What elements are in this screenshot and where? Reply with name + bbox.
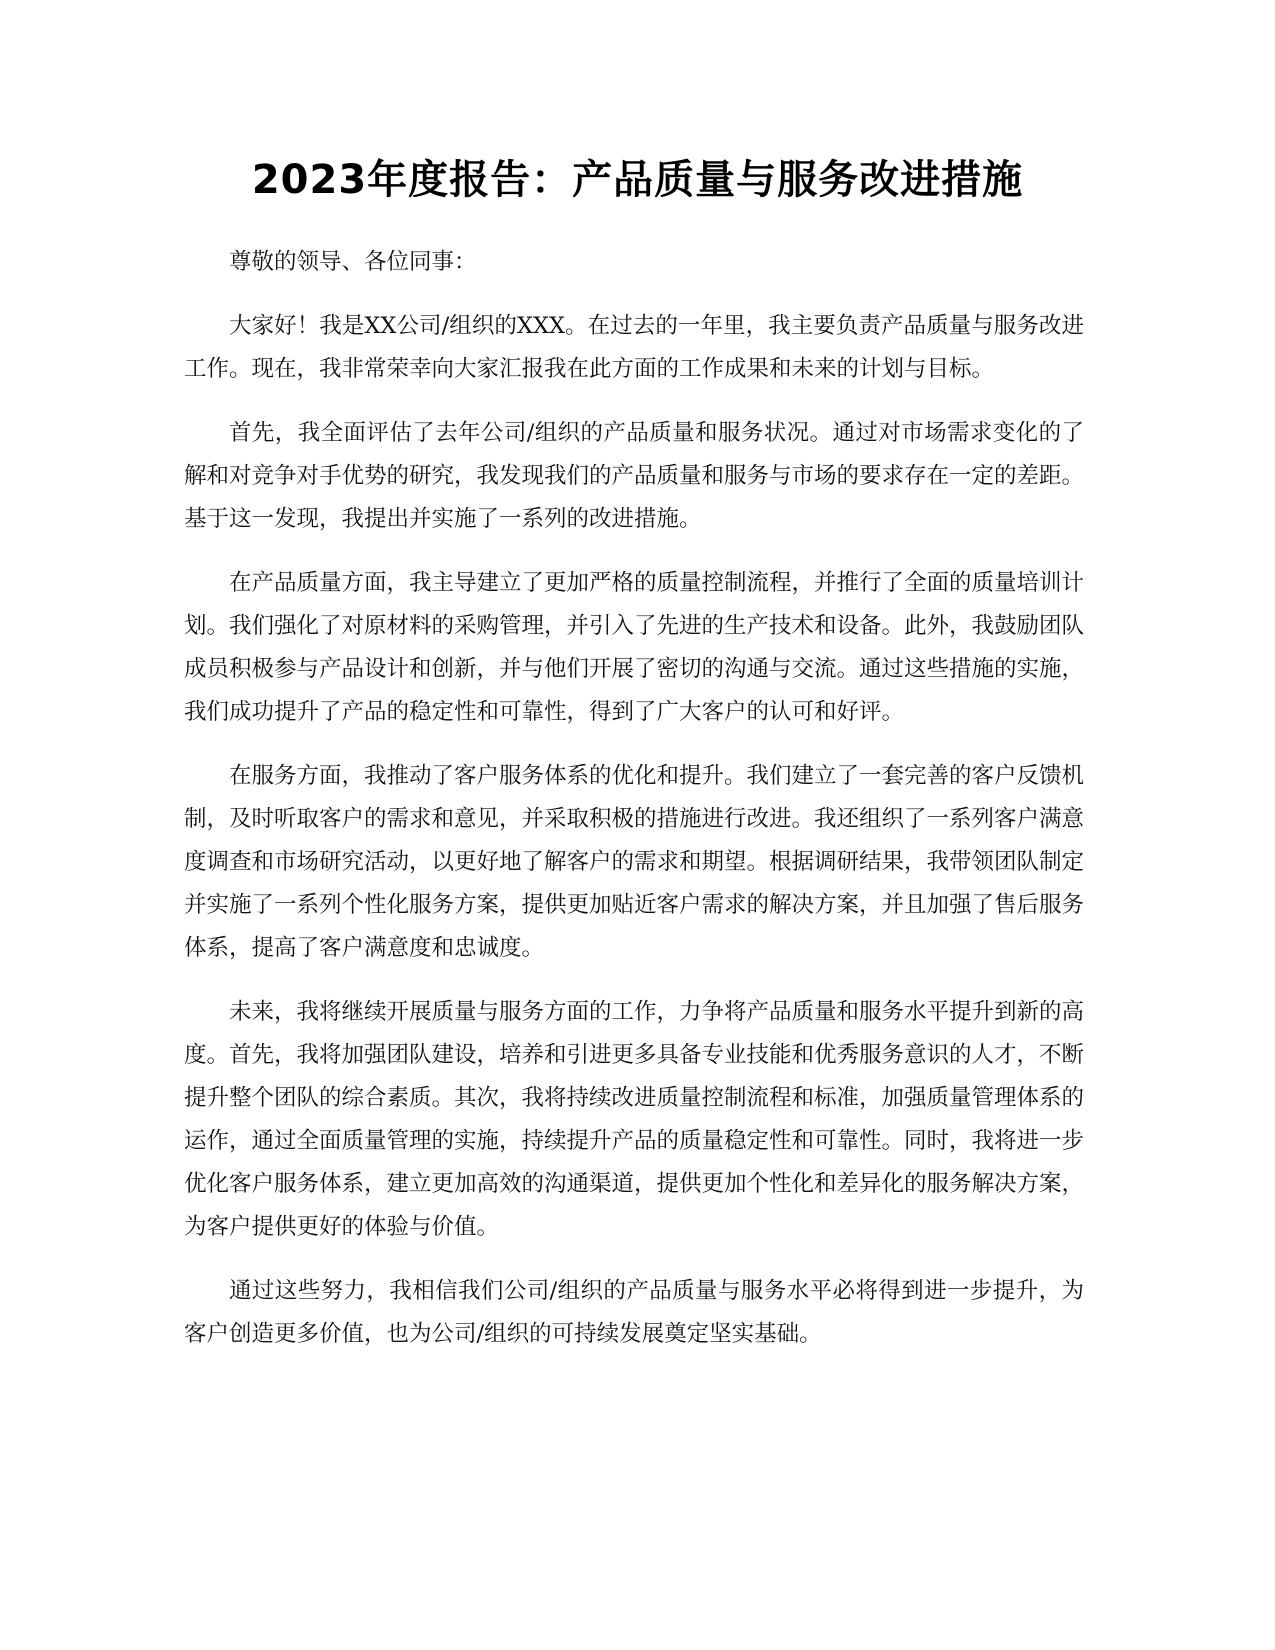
- product-quality-paragraph: 在产品质量方面，我主导建立了更加严格的质量控制流程，并推行了全面的质量培训计划。我们强化了对原材料的采购管理，并引入了先进的生产技术和设备。此外，我鼓励团队成员积极参与产品设计和创新，并与他们开展了密切的沟通与交流。通过这些措施的实施，我们成功提升了产品的稳定性和可靠性，得到了广大客户的认可和好评。: [184, 570, 1085, 725]
- intro-paragraph: 大家好！我是XX公司/组织的XXX。在过去的一年里，我主要负责产品质量与服务改进工作。现在，我非常荣幸向大家汇报我在此方面的工作成果和未来的计划与目标。: [184, 313, 1084, 382]
- service-paragraph: 在服务方面，我推动了客户服务体系的优化和提升。我们建立了一套完善的客户反馈机制，及时听取客户的需求和意见，并采取积极的措施进行改进。我还组织了一系列客户满意度调查和市场研究活动，以更好地了解客户的需求和期望。根据调研结果，我带领团队制定并实施了一系列个性化服务方案，提供更加贴近客户需求的解决方案，并且加强了售后服务体系，提高了客户满意度和忠诚度。: [184, 763, 1085, 961]
- document-body: [184, 241, 1084, 1377]
- assessment-paragraph: 首先，我全面评估了去年公司/组织的产品质量和服务状况。通过对市场需求变化的了解和对竞争对手优势的研究，我发现我们的产品质量和服务与市场的要求存在一定的差距。基于这一发现，我提出并实施了一系列的改进措施。: [184, 420, 1085, 532]
- future-plan-paragraph: 未来，我将继续开展质量与服务方面的工作，力争将产品质量和服务水平提升到新的高度。首先，我将加强团队建设，培养和引进更多具备专业技能和优秀服务意识的人才，不断提升整个团队的综合素质。其次，我将持续改进质量控制流程和标准，加强质量管理体系的运作，通过全面质量管理的实施，持续提升产品的质量稳定性和可靠性。同时，我将进一步优化客户服务体系，建立更加高效的沟通渠道，提供更加个性化和差异化的服务解决方案，为客户提供更好的体验与价值。: [184, 999, 1085, 1240]
- salutation-paragraph: 尊敬的领导、各位同事：: [229, 249, 477, 275]
- closing-paragraph: 通过这些努力，我相信我们公司/组织的产品质量与服务水平必将得到进一步提升，为客户创造更多价值，也为公司/组织的可持续发展奠定坚实基础。: [184, 1278, 1084, 1347]
- document-title: 2023年度报告：产品质量与服务改进措施: [251, 157, 1024, 203]
